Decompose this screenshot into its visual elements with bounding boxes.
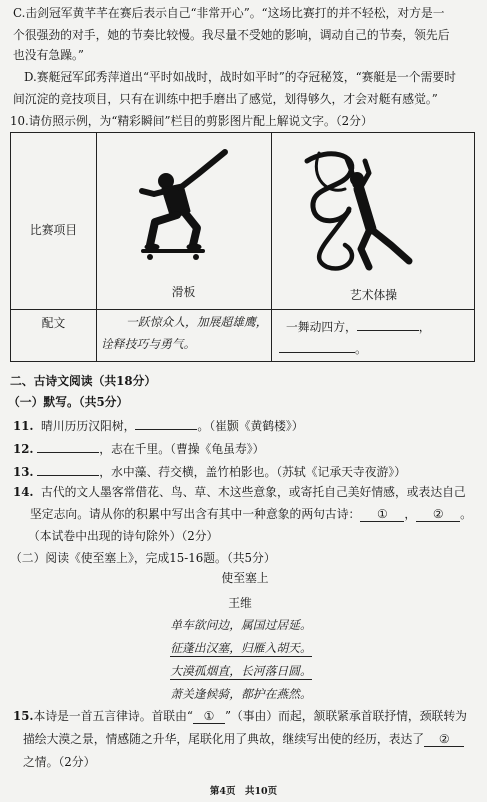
skateboarder-silhouette-icon (136, 141, 236, 266)
poem-line-3 (0, 664, 482, 678)
poem-line-1: 单车欲问边，属国过居延。 (170, 618, 312, 632)
q12-after: ，志在千里。（曹操《龟虽寿》） (99, 442, 265, 456)
q15-after: ”（事由）而起，颔联紧承首联抒情，颈联转为 (224, 709, 467, 723)
answer-blank (37, 462, 99, 476)
q14-sep: ， (404, 507, 417, 521)
project-header: 比赛项目 (29, 223, 78, 237)
table-row-divider (11, 309, 474, 310)
option-c-line-3: 也没有急躁。” (13, 48, 84, 62)
q15-line-1 (13, 709, 467, 724)
gymnastics-caption-prefix: 一舞动四方， (286, 320, 357, 334)
section-2-title: 二、古诗文阅读（共18分） (10, 374, 157, 388)
option-c-line-2: 个很强劲的对手，她的节奏比较慢。我尽量不受她的影响，调动自己的节奏，领先后 (13, 28, 450, 42)
q10-stem: 10.请仿照示例，为“精彩瞬间”栏目的剪影图片配上解说文字。（2分） (10, 114, 373, 128)
q12-number: 12. (13, 442, 34, 456)
gymnastics-caption-comma: ， (418, 320, 431, 334)
q14-end: 。 (460, 507, 472, 521)
part-1-title: （一）默写。（共5分） (8, 395, 129, 409)
table-col-divider (271, 133, 272, 361)
poem-author: 王维 (228, 596, 252, 610)
q13 (13, 462, 406, 479)
q14-stem-1: 古代的文人墨客常借花、鸟、草、木这些意象，或寄托自己美好情感，或表达自己 (41, 485, 466, 499)
table-col-divider (96, 133, 97, 361)
q11-before: 晴川历历汉阳树， (41, 419, 136, 433)
answer-blank-1: ① (193, 710, 225, 724)
poem-title: 使至塞上 (221, 571, 269, 585)
answer-blank-1: ① (360, 508, 404, 522)
ribbon-gymnast-silhouette-icon (299, 149, 419, 274)
gymnastics-label: 艺术体操 (349, 288, 398, 302)
q15-line-2 (23, 732, 464, 747)
poem-line-4: 萧关逢候骑，都护在燕然。 (170, 687, 312, 701)
gymnastics-caption-line-2 (279, 339, 367, 356)
answer-blank (135, 416, 197, 430)
skateboard-caption-line-2: 诠释技巧与勇气。 (101, 337, 196, 351)
q14-line-1 (13, 485, 466, 499)
skateboard-label: 滑板 (171, 285, 196, 299)
answer-blank (37, 439, 99, 453)
q11-after: 。（崔颢《黄鹤楼》） (197, 419, 304, 433)
q12 (13, 439, 264, 456)
q11-number: 11. (13, 419, 34, 433)
answer-blank (357, 317, 419, 331)
q14-stem-2: 坚定志向。请从你的积累中写出含有其中一种意象的两句古诗： (30, 507, 361, 521)
page-footer: 第4页 共10页 (209, 786, 278, 797)
q11 (13, 416, 304, 433)
skateboard-caption-line-1: 一跃惊众人，加展超雄鹰， (126, 315, 268, 329)
q13-number: 13. (13, 465, 34, 479)
option-c-line-1: C.击剑冠军黄芊芊在赛后表示自己“非常开心”。“这场比赛打的并不轻松，对方是一 (13, 6, 445, 20)
q14-line-2 (30, 507, 472, 522)
gymnastics-caption-period: 。 (355, 342, 367, 356)
part-2-title: （二）阅读《使至塞上》，完成15-16题。（共5分） (10, 551, 276, 565)
poem-line-2-text: 征蓬出汉塞，归雁入胡天。 (170, 641, 312, 655)
poem-line-3-text: 大漠孤烟直，长河落日圆。 (170, 664, 312, 678)
q14-line-3: （本试卷中出现的诗句除外）（2分） (28, 529, 219, 543)
q14-number: 14. (13, 485, 34, 499)
q15-number: 15. (13, 709, 34, 723)
option-d-line-1: D.赛艇冠军邱秀萍道出“平时如战时，战时如平时”的夺冠秘笈，“赛艇是一个需要时 (24, 70, 456, 84)
answer-blank-2: ② (416, 508, 460, 522)
gymnastics-caption-line-1 (286, 317, 431, 334)
q10-table (10, 132, 475, 362)
poem-line-2 (0, 641, 482, 655)
answer-blank-2: ② (424, 733, 464, 747)
q15-before: 本诗是一首五言律诗。首联由“ (33, 709, 193, 723)
answer-blank (279, 339, 355, 353)
option-d-line-2: 间沉淀的竞技项目，只有在训练中把手磨出了感觉，划得够久，才会对艇有感觉。” (13, 92, 438, 106)
q15-line-3: 之情。（2分） (23, 755, 96, 769)
caption-header: 配文 (41, 316, 66, 330)
q15-line-2-text: 描绘大漠之景，情感随之升华，尾联化用了典故，继续写出使的经历，表达了 (23, 732, 425, 746)
q13-after: ，水中藻、荇交横，盖竹柏影也。（苏轼《记承天寺夜游》） (99, 465, 406, 479)
